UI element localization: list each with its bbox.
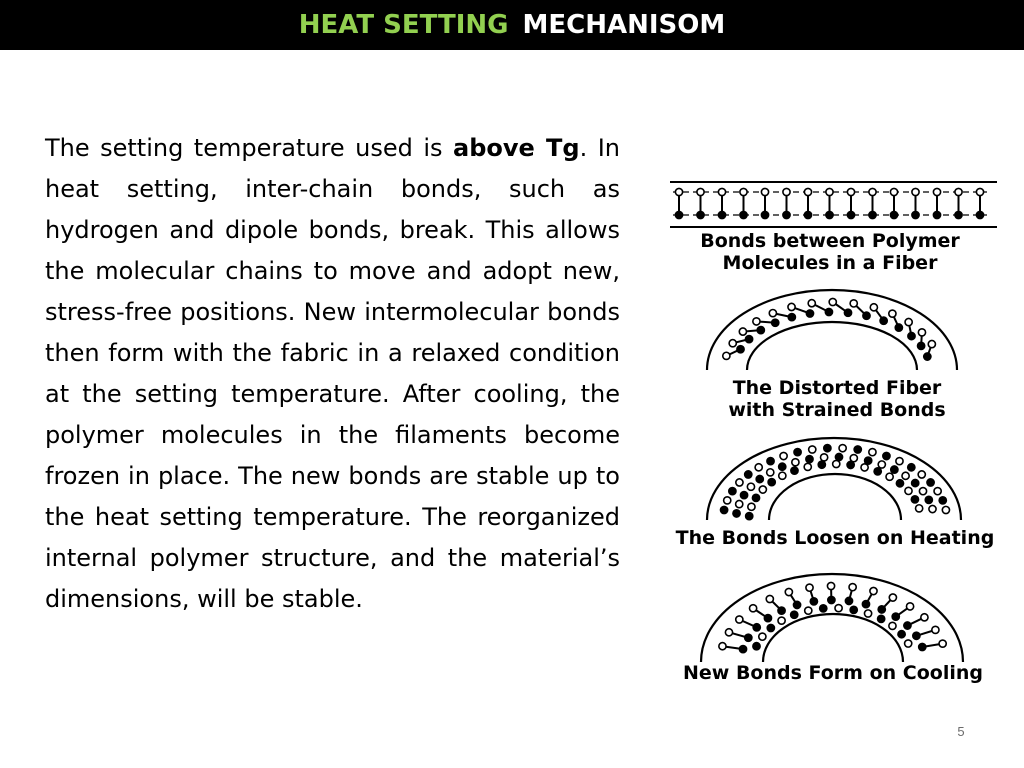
stage2-distorted-fiber bbox=[707, 290, 957, 370]
heat-setting-diagram bbox=[665, 172, 1010, 692]
title-heat-setting: HEAT SETTING bbox=[298, 10, 509, 40]
stage3-caption: The Bonds Loosen on Heating bbox=[675, 527, 995, 549]
slide-number: 5 bbox=[957, 724, 965, 739]
stage1-caption-line1: Bonds between Polymer bbox=[700, 230, 960, 252]
stage1-straight-chains bbox=[670, 182, 997, 227]
stage4-cooled-fiber bbox=[701, 574, 963, 662]
body-rest: . In heat setting, inter-chain bonds, such as hydrogen and dipole bonds, break. This allows the molecular chains to move and adopt new, stress-free positions. New intermolecular bonds then form with the fabric in a relaxed condition at the setting temperature. After cooling, the polymer molecules in the filaments become frozen in place. The new bonds are stable up to the heat setting temperature. The reorganized internal polymer structure, and the material’s dimensions, will be stable. bbox=[45, 134, 620, 613]
body-bold-phrase: above Tg bbox=[453, 134, 580, 162]
stage4-caption: New Bonds Form on Cooling bbox=[683, 662, 983, 684]
body-lead: The setting temperature used is bbox=[45, 134, 443, 162]
stage2-caption-line1: The Distorted Fiber bbox=[732, 377, 942, 399]
title-bar bbox=[0, 0, 1024, 50]
title-mechanisom: MECHANISOM bbox=[522, 10, 726, 40]
stage2-caption-line2: with Strained Bonds bbox=[728, 399, 946, 421]
stage1-caption-line2: Molecules in a Fiber bbox=[722, 252, 938, 274]
body-paragraph bbox=[45, 128, 620, 620]
stage3-heated-fiber bbox=[707, 438, 961, 520]
